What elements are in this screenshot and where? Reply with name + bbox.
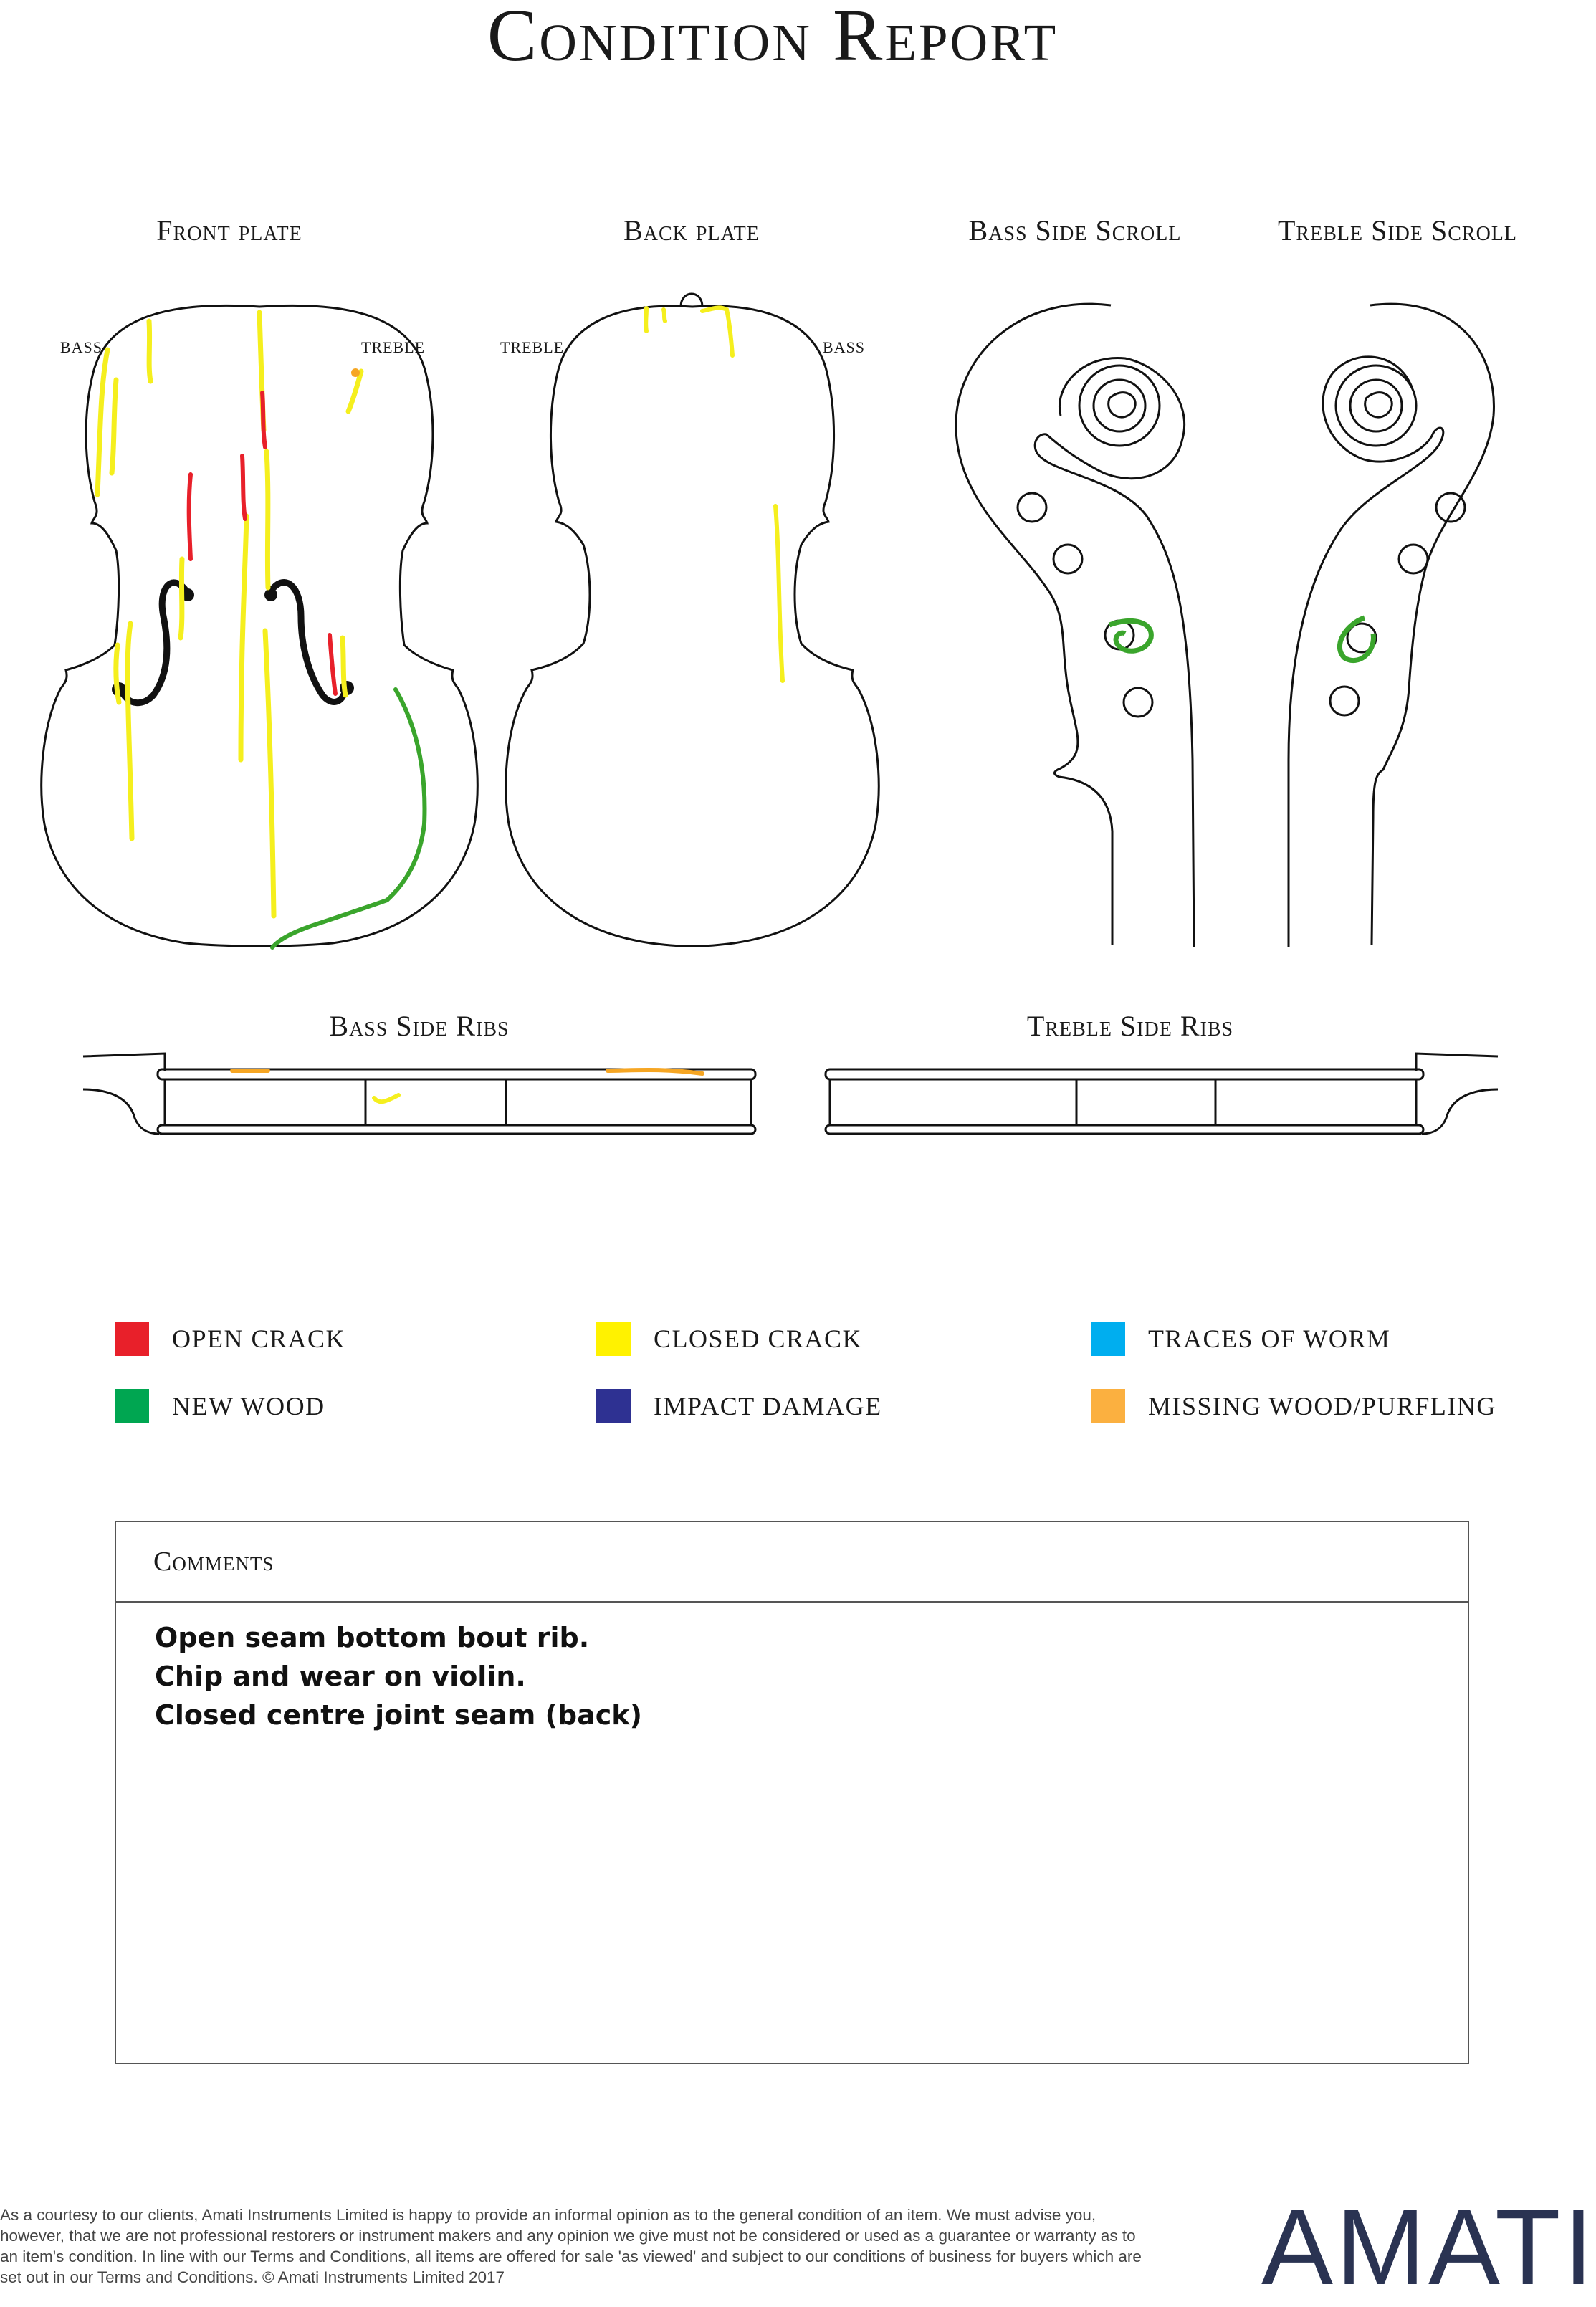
comments-box — [115, 1521, 1469, 2064]
legend-missing-wood — [1091, 1389, 1496, 1423]
front-treble-side-label: TREBLE — [361, 338, 426, 356]
disclaimer-text: As a courtesy to our clients, Amati Instruments Limited is happy to provide an informal opinion as to the general condition of an item. We must advise you, however, that we are not professional restorers or instrument makers and any opinion we give must not be considered or used as a guarantee or warranty as to an item's condition. In line with our Terms and Conditions, all items are offered for sale 'as viewed' and subject to our conditions of business for buyers which are set out in our Terms and Conditions. © Amati Instruments Limited 2017 — [0, 2206, 1142, 2286]
legend-missing-wood-swatch — [1091, 1389, 1125, 1423]
f-holes — [122, 583, 345, 703]
legend-impact-damage — [596, 1389, 882, 1423]
legend-new-wood-label: NEW WOOD — [172, 1392, 325, 1420]
legend-impact-damage-swatch — [596, 1389, 631, 1423]
page-title: Condition Report — [487, 0, 1059, 77]
comment-line: Chip and wear on violin. — [155, 1661, 526, 1692]
bass-ribs-markings — [232, 1070, 702, 1102]
front-plate-label: Front plate — [156, 214, 302, 247]
legend-closed-crack — [596, 1322, 862, 1356]
bass-side-scroll — [956, 304, 1194, 947]
front-new-wood — [272, 689, 424, 947]
front-plate-outline — [42, 305, 477, 946]
front-open-cracks — [189, 393, 335, 694]
comments-heading: Comments — [116, 1522, 1468, 1603]
comment-line: Open seam bottom bout rib. — [155, 1622, 590, 1653]
legend-new-wood-swatch — [115, 1389, 149, 1423]
back-treble-side-label: TREBLE — [500, 338, 565, 356]
bass-side-ribs — [83, 1054, 755, 1134]
amati-logo: AMATI — [1261, 2187, 1596, 2307]
legend-traces-of-worm-swatch — [1091, 1322, 1125, 1356]
back-bass-side-label: BASS — [823, 338, 866, 356]
legend-open-crack-swatch — [115, 1322, 149, 1356]
legend-open-crack-label: OPEN CRACK — [172, 1324, 346, 1353]
legend-impact-damage-label: IMPACT DAMAGE — [654, 1392, 882, 1420]
back-plate-label: Back plate — [623, 214, 760, 247]
treble-side-scroll-label: Treble Side Scroll — [1277, 214, 1517, 247]
treble-side-ribs — [826, 1054, 1498, 1134]
comment-line: Closed centre joint seam (back) — [155, 1699, 642, 1731]
treble-side-ribs-label: Treble Side Ribs — [1026, 1010, 1234, 1042]
legend-missing-wood-label: MISSING WOOD/PURFLING — [1148, 1392, 1496, 1420]
legend-traces-of-worm-label: TRACES OF WORM — [1148, 1324, 1391, 1353]
legend-new-wood — [115, 1389, 325, 1423]
bass-side-ribs-label: Bass Side Ribs — [329, 1010, 510, 1042]
front-missing-wood-mark — [351, 368, 360, 377]
back-plate-outline — [506, 294, 879, 946]
legend-closed-crack-swatch — [596, 1322, 631, 1356]
treble-side-scroll — [1289, 304, 1494, 947]
legend-open-crack — [115, 1322, 345, 1356]
legend-closed-crack-label: CLOSED CRACK — [654, 1324, 863, 1353]
bass-side-scroll-label: Bass Side Scroll — [968, 214, 1182, 247]
front-bass-side-label: BASS — [60, 338, 103, 356]
front-closed-cracks — [97, 312, 361, 916]
back-closed-cracks — [646, 307, 783, 681]
comments-body — [116, 1603, 1468, 1734]
legend-traces-of-worm — [1091, 1322, 1390, 1356]
